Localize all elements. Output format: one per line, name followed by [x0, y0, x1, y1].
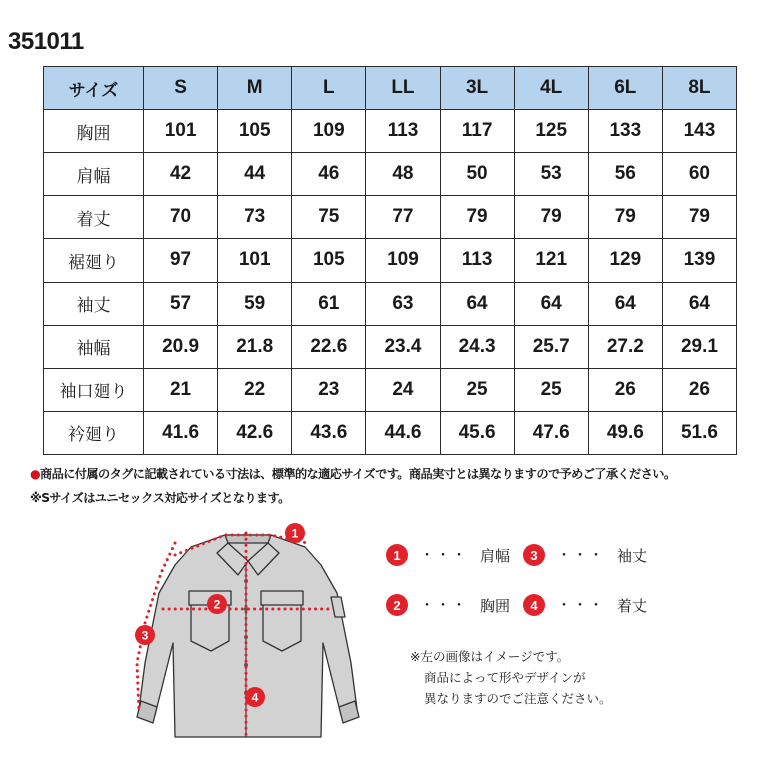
- table-row: [44, 325, 737, 368]
- svg-text:4: 4: [251, 690, 259, 705]
- table-row: [44, 411, 737, 454]
- table-header-row: [44, 67, 737, 110]
- row-label: 袖丈: [44, 282, 144, 325]
- table-row: [44, 282, 737, 325]
- table-cell: 26: [662, 368, 736, 411]
- header-size-s: S: [144, 67, 218, 110]
- table-cell: 63: [366, 282, 440, 325]
- svg-text:1: 1: [291, 526, 299, 541]
- table-cell: 133: [588, 110, 662, 153]
- header-size-4l: 4L: [514, 67, 588, 110]
- table-cell: 49.6: [588, 411, 662, 454]
- table-cell: 59: [218, 282, 292, 325]
- header-size-8l: 8L: [662, 67, 736, 110]
- header-size-ll: LL: [366, 67, 440, 110]
- table-cell: 77: [366, 196, 440, 239]
- table-cell: 61: [292, 282, 366, 325]
- legend-item-shoulder: [386, 544, 510, 566]
- table-cell: 109: [292, 110, 366, 153]
- table-cell: 143: [662, 110, 736, 153]
- header-size-3l: 3L: [440, 67, 514, 110]
- table-cell: 139: [662, 239, 736, 282]
- table-cell: 97: [144, 239, 218, 282]
- table-cell: 109: [366, 239, 440, 282]
- table-cell: 129: [588, 239, 662, 282]
- table-cell: 60: [662, 153, 736, 196]
- table-cell: 25: [440, 368, 514, 411]
- table-cell: 73: [218, 196, 292, 239]
- header-size-l: L: [292, 67, 366, 110]
- table-cell: 57: [144, 282, 218, 325]
- table-row: [44, 368, 737, 411]
- table-cell: 26: [588, 368, 662, 411]
- table-cell: 101: [144, 110, 218, 153]
- table-cell: 22: [218, 368, 292, 411]
- table-cell: 27.2: [588, 325, 662, 368]
- table-cell: 105: [218, 110, 292, 153]
- table-cell: 41.6: [144, 411, 218, 454]
- row-label: 着丈: [44, 196, 144, 239]
- table-cell: 113: [366, 110, 440, 153]
- table-cell: 50: [440, 153, 514, 196]
- table-row: [44, 153, 737, 196]
- table-cell: 53: [514, 153, 588, 196]
- table-cell: 121: [514, 239, 588, 282]
- product-code: 351011: [8, 28, 84, 55]
- table-cell: 51.6: [662, 411, 736, 454]
- legend-dots: ・・・: [420, 598, 468, 614]
- table-cell: 44: [218, 153, 292, 196]
- row-label: 裾廻り: [44, 239, 144, 282]
- table-cell: 48: [366, 153, 440, 196]
- table-cell: 42.6: [218, 411, 292, 454]
- table-cell: 24: [366, 368, 440, 411]
- table-row: [44, 239, 737, 282]
- table-cell: 24.3: [440, 325, 514, 368]
- legend-dots: ・・・: [420, 548, 468, 564]
- table-cell: 23.4: [366, 325, 440, 368]
- table-cell: 64: [440, 282, 514, 325]
- table-cell: 64: [588, 282, 662, 325]
- legend-item-length: [523, 594, 647, 616]
- table-cell: 64: [662, 282, 736, 325]
- legend-label: 肩幅: [480, 546, 511, 565]
- svg-text:2: 2: [213, 597, 221, 612]
- table-cell: 21.8: [218, 325, 292, 368]
- table-cell: 64: [514, 282, 588, 325]
- legend-item-chest: [386, 594, 510, 616]
- size-table: [43, 66, 737, 455]
- note-bullet: ●: [30, 467, 41, 481]
- note-line-1: [30, 462, 775, 486]
- table-cell: 47.6: [514, 411, 588, 454]
- table-cell: 43.6: [292, 411, 366, 454]
- table-cell: 56: [588, 153, 662, 196]
- note-text-1: 商品に付属のタグに記載されている寸法は、標準的な適応サイズです。商品実寸とは異なりますので予めご了承ください。: [40, 467, 676, 481]
- marker-3-icon: 3: [523, 544, 545, 566]
- legend-label: 袖丈: [617, 546, 648, 565]
- svg-text:3: 3: [141, 628, 149, 643]
- note-line-2: ※Sサイズはユニセックス対応サイズとなります。: [30, 491, 290, 505]
- table-cell: 44.6: [366, 411, 440, 454]
- table-cell: 29.1: [662, 325, 736, 368]
- table-cell: 79: [588, 196, 662, 239]
- header-size-m: M: [218, 67, 292, 110]
- legend-item-sleeve: [523, 544, 647, 566]
- marker-1-icon: 1: [386, 544, 408, 566]
- shirt-illustration: [125, 513, 375, 753]
- table-cell: 21: [144, 368, 218, 411]
- table-cell: 25.7: [514, 325, 588, 368]
- header-size-6l: 6L: [588, 67, 662, 110]
- table-cell: 117: [440, 110, 514, 153]
- table-row: [44, 110, 737, 153]
- marker-4-icon: 4: [523, 594, 545, 616]
- marker-2-icon: 2: [386, 594, 408, 616]
- table-cell: 75: [292, 196, 366, 239]
- disclaimer-line-2: 商品によって形やデザインが: [424, 670, 586, 685]
- row-label: 肩幅: [44, 153, 144, 196]
- legend-label: 着丈: [617, 596, 648, 615]
- table-cell: 125: [514, 110, 588, 153]
- row-label: 袖幅: [44, 325, 144, 368]
- disclaimer-line-3: 異なりますのでご注意ください。: [424, 691, 612, 706]
- table-row: [44, 196, 737, 239]
- row-label: 胸囲: [44, 110, 144, 153]
- table-cell: 105: [292, 239, 366, 282]
- disclaimer: [410, 646, 612, 709]
- table-cell: 23: [292, 368, 366, 411]
- legend-dots: ・・・: [557, 548, 605, 564]
- table-cell: 79: [662, 196, 736, 239]
- table-cell: 113: [440, 239, 514, 282]
- table-cell: 45.6: [440, 411, 514, 454]
- legend-label: 胸囲: [480, 596, 511, 615]
- table-cell: 79: [440, 196, 514, 239]
- row-label: 衿廻り: [44, 411, 144, 454]
- table-cell: 25: [514, 368, 588, 411]
- table-cell: 70: [144, 196, 218, 239]
- header-size-label: サイズ: [44, 67, 144, 110]
- legend-dots: ・・・: [557, 598, 605, 614]
- table-cell: 22.6: [292, 325, 366, 368]
- table-cell: 101: [218, 239, 292, 282]
- table-cell: 46: [292, 153, 366, 196]
- table-cell: 42: [144, 153, 218, 196]
- notes: [30, 462, 775, 510]
- disclaimer-line-1: ※左の画像はイメージです。: [410, 649, 570, 664]
- table-cell: 20.9: [144, 325, 218, 368]
- row-label: 袖口廻り: [44, 368, 144, 411]
- table-cell: 79: [514, 196, 588, 239]
